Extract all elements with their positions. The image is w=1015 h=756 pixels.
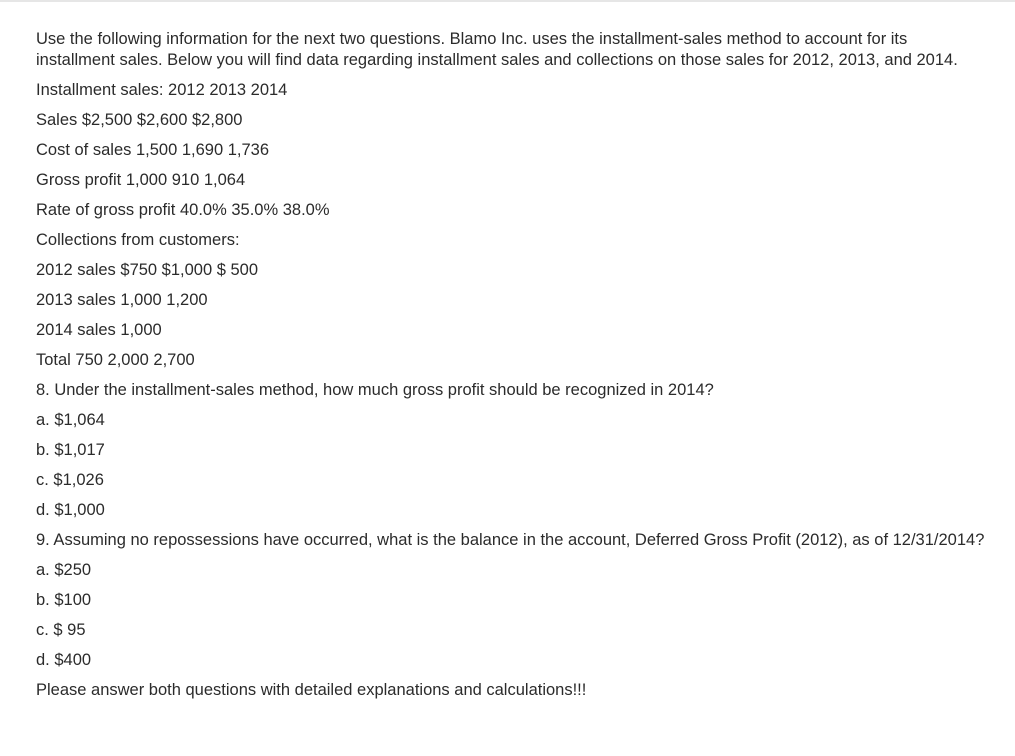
- question-9: 9. Assuming no repossessions have occurred, what is the balance in the account, Deferred Gross Profit (2012), as of 12/31/2014?: [36, 531, 985, 549]
- q9-option-a: a. $250: [36, 561, 92, 579]
- q8-option-a: a. $1,064: [36, 411, 105, 429]
- question-body: [36, 29, 986, 710]
- q9-option-c: c. $ 95: [36, 621, 86, 639]
- q8-option-b: b. $1,017: [36, 441, 105, 459]
- q8-option-d: d. $1,000: [36, 501, 105, 519]
- sales-line: Sales $2,500 $2,600 $2,800: [36, 111, 243, 129]
- collections-2012-line: 2012 sales $750 $1,000 $ 500: [36, 261, 259, 279]
- q9-option-b: b. $100: [36, 591, 92, 609]
- intro-paragraph: Use the following information for the next two questions. Blamo Inc. uses the installment-sales method to account for its installment sales. Below you will find data regarding installment sales and collections on those sales for 2012, 2013, and 2014.: [36, 30, 958, 69]
- collections-total-line: Total 750 2,000 2,700: [36, 351, 195, 369]
- collections-2013-line: 2013 sales 1,000 1,200: [36, 291, 208, 309]
- cost-of-sales-line: Cost of sales 1,500 1,690 1,736: [36, 141, 269, 159]
- collections-2014-line: 2014 sales 1,000: [36, 321, 162, 339]
- collections-header-line: Collections from customers:: [36, 231, 240, 249]
- table-header-line: Installment sales: 2012 2013 2014: [36, 81, 288, 99]
- question-8: 8. Under the installment-sales method, how much gross profit should be recognized in 2014?: [36, 381, 714, 399]
- q9-option-d: d. $400: [36, 651, 92, 669]
- rate-line: Rate of gross profit 40.0% 35.0% 38.0%: [36, 201, 330, 219]
- closing-request: Please answer both questions with detailed explanations and calculations!!!: [36, 681, 587, 699]
- gross-profit-line: Gross profit 1,000 910 1,064: [36, 171, 246, 189]
- top-divider: [0, 0, 1015, 2]
- q8-option-c: c. $1,026: [36, 471, 104, 489]
